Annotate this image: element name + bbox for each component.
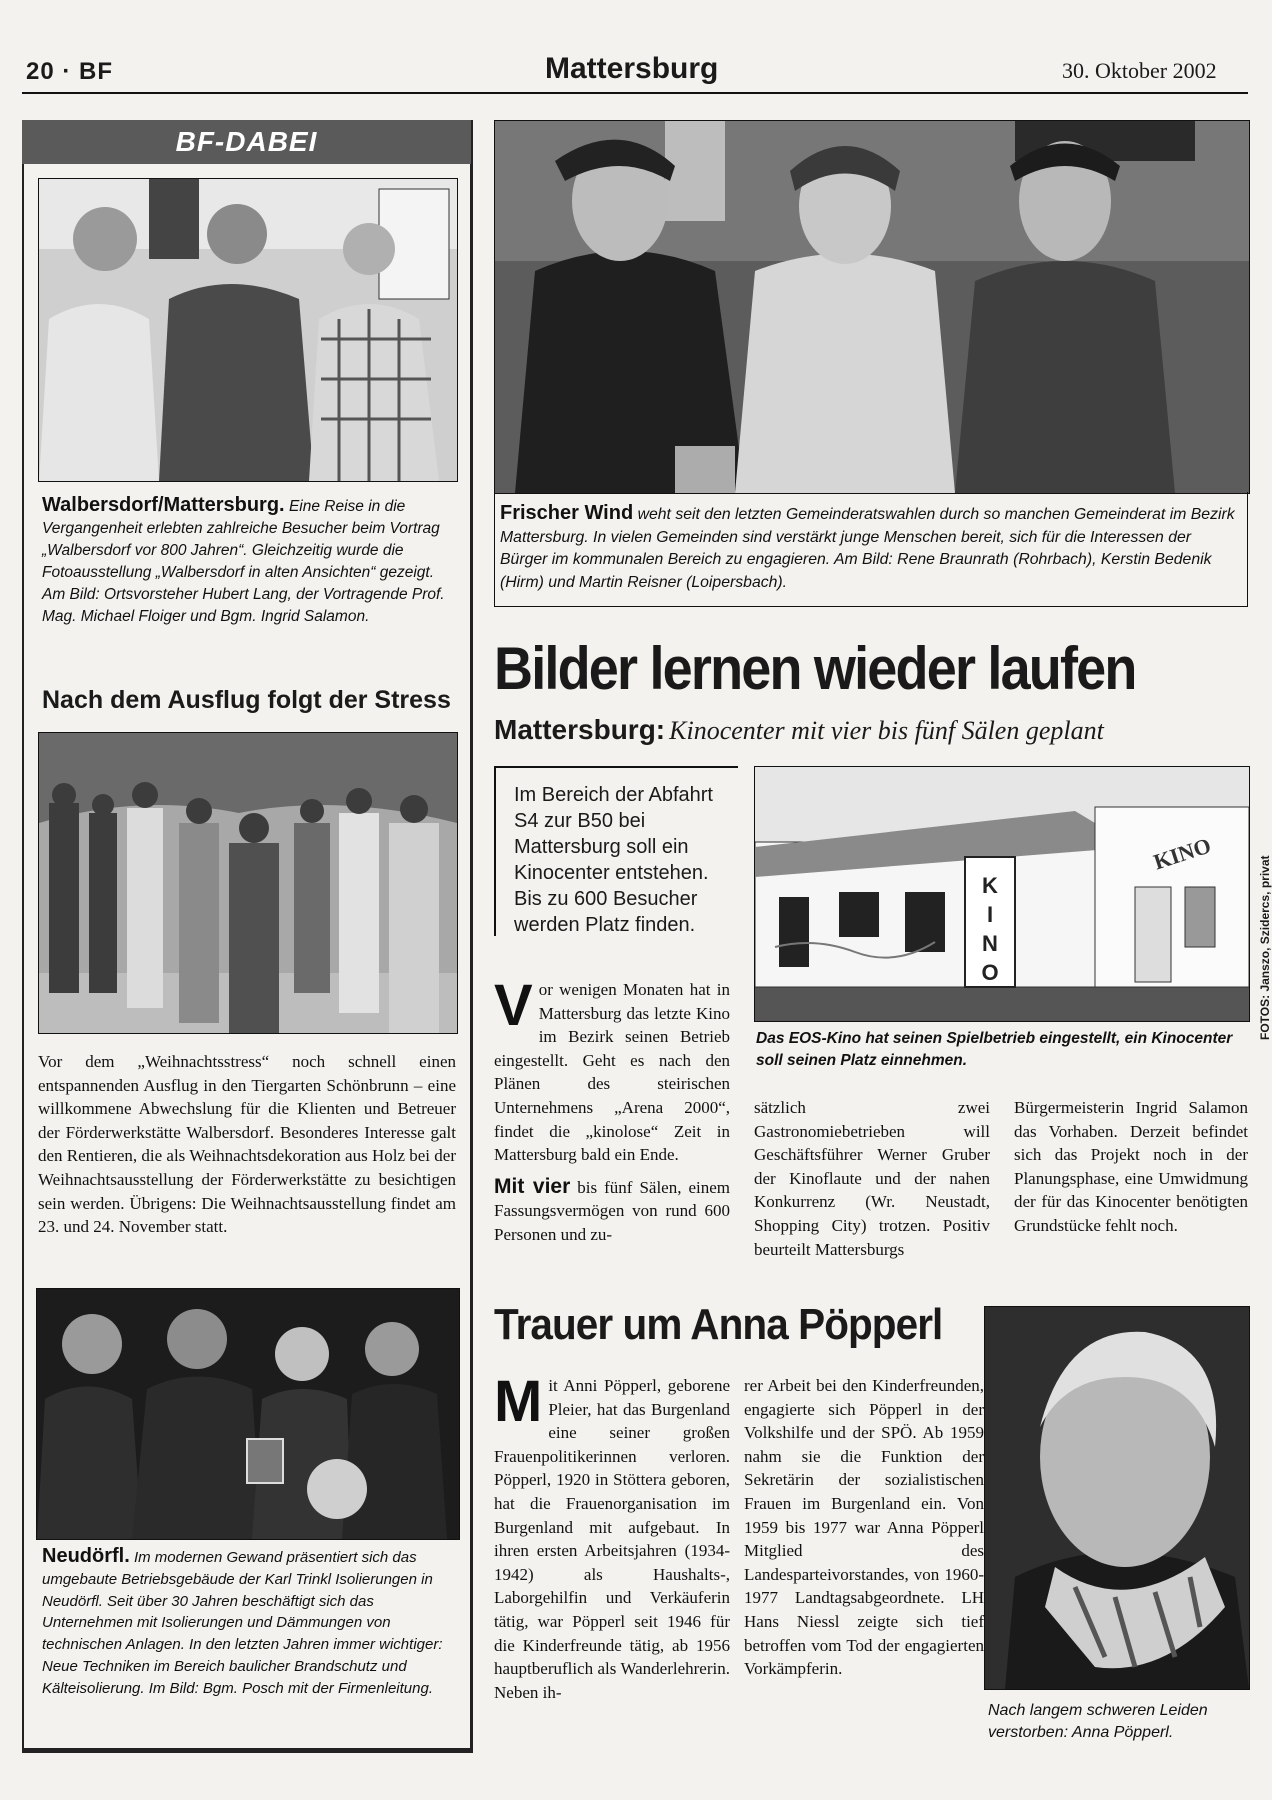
caption-frischer-wind: Frischer Wind weht seit den letzten Gemeinderatswahlen durch so manchen Gemeinderat im Bezirk Mattersburg. In vielen Gemeinden sind verstärkt junge Menschen bereit, sich für die Interessen der Bürger im kommunalen Bereich zu engagieren. Am Bild: Rene Braunrath (Rohrbach), Kerstin Bedenik (Hirm) und Martin Reisner (Loipersbach). bbox=[500, 502, 1235, 591]
photo-frischer-wind bbox=[494, 120, 1250, 494]
photo-anna-poepperl bbox=[984, 1306, 1250, 1690]
photo-eos-kino bbox=[754, 766, 1250, 1022]
caption-walbersdorf: Walbersdorf/Mattersburg. Eine Reise in die Vergangenheit erlebten zahlreiche Besucher beim Vortrag „Walbersdorf vor 800 Jahren“. Gleichzeitig wurde die Fotoausstellung „Walbersdorf in alten Ansichten“ gezeigt. Am Bild: Ortsvorsteher Hubert Lang, der Vortragende Prof. Mag. Michael Floiger und Bgm. Ingrid Salamon. bbox=[42, 494, 445, 625]
headline-obituary: Trauer um Anna Pöpperl bbox=[494, 1300, 943, 1349]
section-title: Mattersburg bbox=[545, 52, 719, 85]
photo-walbersdorf-event bbox=[38, 178, 458, 482]
kino-text-col1: Vor wenigen Monaten hat in Mattersburg das letzte Kino im Bezirk seinen Betrieb eingestellt. Geht es nach den Plänen des steirischen Unternehmens „Arena 2000“, findet die „kinolose“ Zeit in Mattersburg bald ein Ende. Mit vier bis fünf Sälen, einem Fassungsvermögen von rund 600 Personen und zu- bbox=[494, 973, 730, 1244]
subheadline-kino: Mattersburg: Kinocenter mit vier bis fünf Sälen geplant bbox=[494, 714, 1104, 745]
kino-vertical-sign: K I N O bbox=[981, 873, 999, 985]
issue-date: 30. Oktober 2002 bbox=[1062, 58, 1217, 83]
obituary-text-col2: rer Arbeit bei den Kinderfreunden, engagierte sich Pöpperl in der Volkshilfe und der SPÖ. Ab 1959 nahm sie die Funktion der Sekretärin der sozialistischen Frauen im Burgenland ein. Von 1959 bis 1977 war Anna Pöpperl Mitglied des Landesparteivorstandes, von 1960-1977 Landtagsabgeordnete. LH Hans Niessl zeigte sich tief betroffen vom Tod der engagierten Vorkämpferin. bbox=[744, 1376, 984, 1679]
obituary-text-col1: Mit Anni Pöpperl, geborene Pleier, hat das Burgenland eine seiner großen Frauenpolitikerinnen verloren. Pöpperl, 1920 in Stöttera geboren, hat die Frauenorganisation im Burgenland mit aufgebaut. In ihren ersten Arbeitsjahren (1934-1942) als Haushalts-, Laborgehilfin und Verkäuferin tätig, war Pöpperl seit 1946 für die Kinderfreunde tätig, ab 1956 hauptberuflich als Wanderlehrerin. Neben ih- bbox=[494, 1369, 730, 1702]
text-ausflug: Vor dem „Weihnachtsstress“ noch schnell einen entspannenden Ausflug in den Tiergarten Schönbrunn – eine willkommene Abwechslung für die Klienten und Betreuer der Förderwerkstätte Walbersdorf. Besonderes Interesse galt den Rentieren, die als Weihnachtsdekoration aus Holz bei der Weihnachtsausstellung der Förderwerkstätte zu besichtigen sein werden. Übrigens: Die Weihnachtsausstellung findet am 23. und 24. November statt. bbox=[38, 1052, 456, 1237]
photo-credit: FOTOS: Janszo, Szidercs, privat bbox=[1258, 855, 1272, 1040]
page-number: 20 · BF bbox=[26, 58, 114, 85]
kino-text-col2: sätzlich zwei Gastronomiebetrieben will Geschäftsführer Werner Gruber der Kinoflaute und der nahen Konkurrenz (Wr. Neustadt, Shopping City) trotzen. Positiv beurteilt Mattersburgs bbox=[754, 1098, 990, 1259]
bf-dabei-banner: BF-DABEI bbox=[22, 120, 471, 164]
teaser-text: Im Bereich der Abfahrt S4 zur B50 bei Mattersburg soll ein Kinocenter entstehen. Bis zu 600 Besucher werden Platz finden. bbox=[514, 784, 713, 936]
caption-anna-poepperl: Nach langem schweren Leiden verstorben: Anna Pöpperl. bbox=[988, 1702, 1208, 1741]
photo-neudoerfl bbox=[36, 1288, 460, 1540]
caption-kino: Das EOS-Kino hat seinen Spielbetrieb eingestellt, ein Kinocenter soll seinen Platz einnehmen. bbox=[756, 1030, 1233, 1069]
photo-schoenbrunn-group bbox=[38, 732, 458, 1034]
header-rule bbox=[22, 92, 1248, 94]
kino-roof-sign: KINO bbox=[1150, 832, 1214, 875]
headline-ausflug: Nach dem Ausflug folgt der Stress bbox=[42, 686, 451, 714]
headline-kino: Bilder lernen wieder laufen bbox=[494, 635, 1136, 702]
kino-text-col3: Bürgermeisterin Ingrid Salamon das Vorhaben. Derzeit befindet sich das Projekt noch in der Planungsphase, eine Umwidmung der für das Kinocenter benötigten Grundstücke fehlt noch. bbox=[1014, 1098, 1248, 1235]
caption-neudoerfl: Neudörfl. Im modernen Gewand präsentiert sich das umgebaute Betriebsgebäude der Karl Trinkl Isolierungen in Neudörfl. Seit über 30 Jahren beschäftigt sich das Unternehmen mit Isolierungen und Dämmungen von technischen Anlagen. In den letzten Jahren immer wichtiger: Neue Techniken im Bereich baulicher Brandschutz und Kälteisolierung. Im Bild: Bgm. Posch mit der Firmenleitung. bbox=[42, 1545, 443, 1697]
